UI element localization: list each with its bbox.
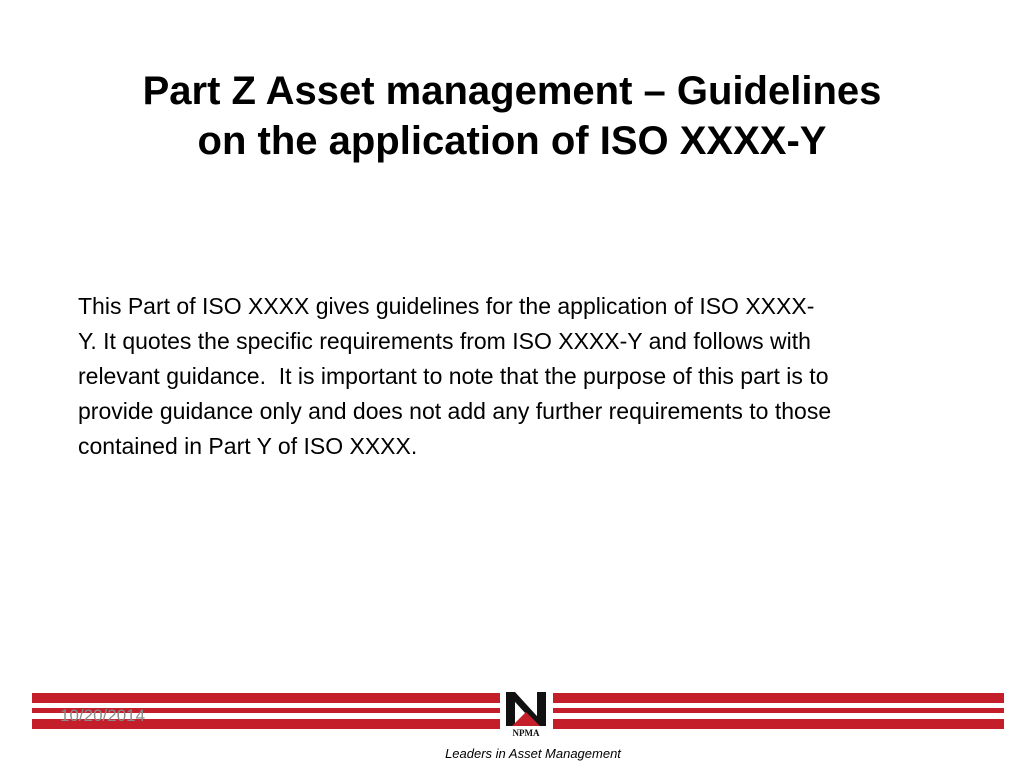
logo-text: NPMA [512,728,540,738]
npma-logo-icon [500,690,552,738]
slide-body-text: This Part of ISO XXXX gives guidelines for the application of ISO XXXX- Y. It quotes the specific requirements from ISO XXXX-Y and follows with relevant guidance. It is important to note that the purpose of this part is to provide guidance only and does not add any further requirements to those contained in Part Y of ISO XXXX. [78,293,832,459]
footer-stripe-left-top [32,693,500,703]
footer-stripe-right-bottom [553,719,1004,729]
footer-stripe-right-top [553,693,1004,703]
footer-stripe-right-middle [553,708,1004,713]
slide-title-line-2: on the application of ISO XXXX-Y [197,119,827,163]
slide-title [60,66,964,166]
slide-title-line-1: Part Z Asset management – Guidelines [142,69,882,113]
footer-date: 10/20/2014 [60,706,146,725]
footer-tagline: Leaders in Asset Management [445,746,621,761]
